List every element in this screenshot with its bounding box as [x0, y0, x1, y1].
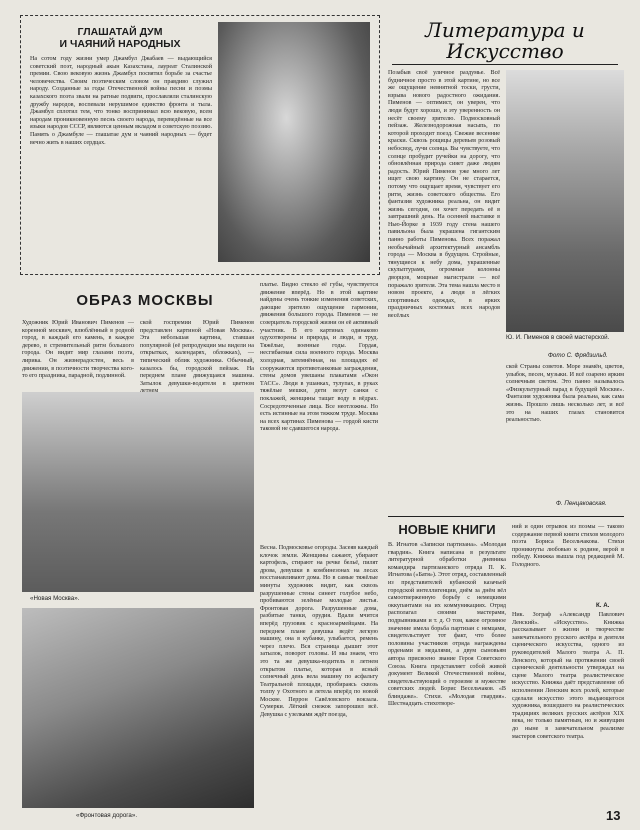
painting-front-road	[22, 608, 254, 808]
moscow-col4: Весна. Подмосковье огороды. Засеяв каждый клочок земли. Женщины сажают, убирают картофель, стирают на речке бельё, пилят дрова, девушки в комбинезонах на лесах восстанавливают дома. Но в самые тяжёлые минуты художник видит, как сквозь разрушенные стены синеет голубое небо, пробиваются зелёные молодые листья. Фронтовая дорога. Разрушенные дома, разбитые танки, орудия. Вдали мчится вперёд грузовик с красноармейцами. На переднем плане девушка ведёт легкую машину, она в кубанке, улыбается, ремень через плечо. Вся страница дышит этот затылок, поворот головы. И мы знаем, что это та же девушка-водитель в летнем открытом платье, которая в ясный солнечный день вела машину по асфальту Театральной площади, пробираясь сквозь толпу у Охотного и летела вперёд по новой Москве. Перрон Савёловского вокзала. Сумерки. Лёгкий снежок запорошил всё. Девушка с узелками ждёт поезда,	[260, 545, 378, 719]
pimenov-photo	[506, 70, 624, 332]
books-col1: В. Игнатов «Записки партизана». «Молодая гвардия». Книга написана в результате литературной обработки дневника командира партизанского отряда П. К. Игнатова («Батя»). Этот отряд, составленный из представителей кубанской казачьей городской интеллигенции, днём за днём вёл самоотверженную борьбу с немецкими оккупантами на их коммуникациях. Отряд располагал своими мастерами, подрывниками и т. д. О том, какое огромное значение имела борьба партизан с немцами, свидетельствует тот факт, что более половины участников отряда награждены орденами и медалями, а двум сыновьям автора присвоено звание Героя Советского Союза. Книга представляет собой живой документ Великой Отечественной войны, свидетельствующий о героизме и мужестве советских людей. Борис Весельчаков. «В блиндаже». Стихи. «Молодая гвардия». Шестнадцать стихотворе-	[388, 542, 506, 708]
jambul-title: ГЛАШАТАЙ ДУМ И ЧАЯНИЙ НАРОДНЫХ	[59, 26, 181, 50]
jambul-portrait	[218, 22, 370, 262]
page-number: 13	[606, 808, 621, 823]
books-author: К. А.	[596, 602, 610, 609]
moscow-title: ОБРАЗ МОСКВЫ	[76, 292, 214, 309]
moscow-col5: Позабыв своё уличное раздумье. Всё будничное просто в этой картине, но все же ощущение невнятной тоски, грусти, взрыва нового радостного ожидания. Пименов — оптимист, он уверен, что люди будут хорошо, и эту уверенность он несёт своему зрителю. Подмосковный пейзаж. Железнодорожная насыпь, по которой проходит поезд. Свежие весенние краски. Сквозь рощицы деревьев розовый небосвод, лучи солнца. Вы чувствуете, что солнце пробудит ручейки на дорогу, что обновлённая природа сияет даже людям радость. Юрий Пименов уже много лет ищет свою картину. Он не старается, потому что ощущает время, чувствует его ритм, жизнь советского общества. Его фантазия художника реальна, он видит жизнь сегодня, он хочет передать её в завтрашний день. На осенней выставке в Нью-Йорке в 1939 году стена нашего павильона была украшена гигантским панно работы Пименова. Всех поражал необычайный архитектурный ансамбль города — Москва в будущем. Стройные, тянущиеся к небу дома, украшенные скульптурами, огромные колонны дворцов, мощные магистрали — всё поражало зрителя. Эта тема нашла место в новом проекте, а люди в лёгких спортивных одеждах, в ярких праздничных костюмах всех народов весёлых	[388, 70, 500, 319]
caption-new-moscow: «Новая Москва».	[30, 595, 80, 602]
books-col2: ний и один отрывок из поэмы — таково содержание первой книги стихов молодого поэта Бориса Весельчакова. Стихи проникнуты любовью к родине, верой в победу. Книжка вышла под редакцией М. Голодного.	[512, 524, 624, 568]
moscow-col2: ской госпремии Юрий Пименов представлен картиной «Новая Москва». Эта небольшая картина, ставшая популярной (её репродукции мы видели на открытках, календарях, обложках), — типический облик художника. Обычный, казалось бы, городской пейзаж. На переднем плане движущаяся машина. Затылок девушки-водителя в цветном	[140, 320, 254, 387]
books-title: НОВЫЕ КНИГИ	[398, 522, 496, 537]
jambul-text: На сотом году жизни умер Джамбул Джабаев — выдающийся советский поэт, народный акын Казахстана, лауреат Сталинской премии. Свою вековую жизнь Джамбул посвятил борьбе за счастье человечества. Своим поэтическим словом он правдиво служил народу. Созданные за годы Отечественной войны песни и поэмы казахского поэта звали на ратные подвиги, прославляли сталинскую дружбу народов, воспевали нерушимое единство фронта и тыла. Джамбул сплотил тем, что тонко воспринимал всю вековую, всем народам проникновенную песнь своего народа, переведённые на все языки народов СССР, являются ценным вкладом в советскую поэзию. Память о Джамбуле — глашатае дум и чаяний народных — будет вечно жить в наших сердцах.	[30, 56, 212, 146]
painting-new-moscow	[22, 392, 254, 592]
books-divider	[388, 516, 624, 517]
section-title: Литература и Искусство	[392, 20, 618, 65]
moscow-author: Ф. Пенцаковская.	[556, 500, 607, 507]
moscow-col6: ской Страны советов. Море знамён, цветов, улыбок, песен, музыки. И всё озарено ярким солнечным светом. Это панно называлось «Физкультурный парад в будущей Москве». Фантазия художника была реальна, как сама жизнь. Прошло лишь несколько лет, и всё это на наших глазах становится реальностью.	[506, 364, 624, 424]
caption-front-road: «Фронтовая дорога».	[76, 812, 138, 819]
photo-credit: Фото С. Фрядзильд.	[548, 352, 608, 359]
moscow-col3: платье. Видно стекло её губы, чувствуется движение вперёд. Но в этой картине найдены очень тонкие изменения советских, дающие зрителю ощущение гармонии, движения большого города. Пименов — не созерцатель городской жизни он её активный участник. В его картинах одинаково одухотворены и природа, и люди, и труд. Тяжёлые, военные годы. Гордая, несгибаемая сила военного города. Москва холодная, затемнённая, на площадях её сооружаются противотанковые заграждения, стены домов увешаны плакатами «Окон ТАСС». Люди в ушанках, тулупах, в руках тяжёлые мешки, дети везут санки с поклажей, женщины тащат воду в вёдрах. Сосредоточенные лица. Все неотложны. Но есть истинные на этом тяжком труде. Москва на всех картинах Пименова — гордой кисти таковой не сдавшегося народа.	[260, 282, 378, 433]
moscow-col1: Художник Юрий Иванович Пименов — коренной москвич, влюблённый в родной город, в каждый его камень, в каждое дерево, в стремительный ритм большого города. Он видит мир глазами поэта, лирика. Он жизнерадостен, весь в движении, в поэтичности творчества кого-то его праздника, парадной, подлинной.	[22, 320, 134, 380]
caption-pimenov: Ю. И. Пименов в своей мастерской.	[506, 334, 610, 341]
books-col2b: Ник. Зограф «Александр Павлович Ленский». «Искусство». Книжка рассказывает о жизни и творчестве замечательного русского актёра и деятеля сценического искусства, одного из руководителей Малого театра А. П. Ленского, который на протяжении своей сценической деятельности утверждал на сцене Малого театра реалистическое искусство. Книжка даёт представление об исполнении Ленским всех ролей, которые сделали искусство этого выдающегося художника, вошедшего на реалистических традициях великих русских актёров XIX века, не только памятным, но и живущим до ныне в замечательном реализме мастеров советского театра.	[512, 612, 624, 740]
